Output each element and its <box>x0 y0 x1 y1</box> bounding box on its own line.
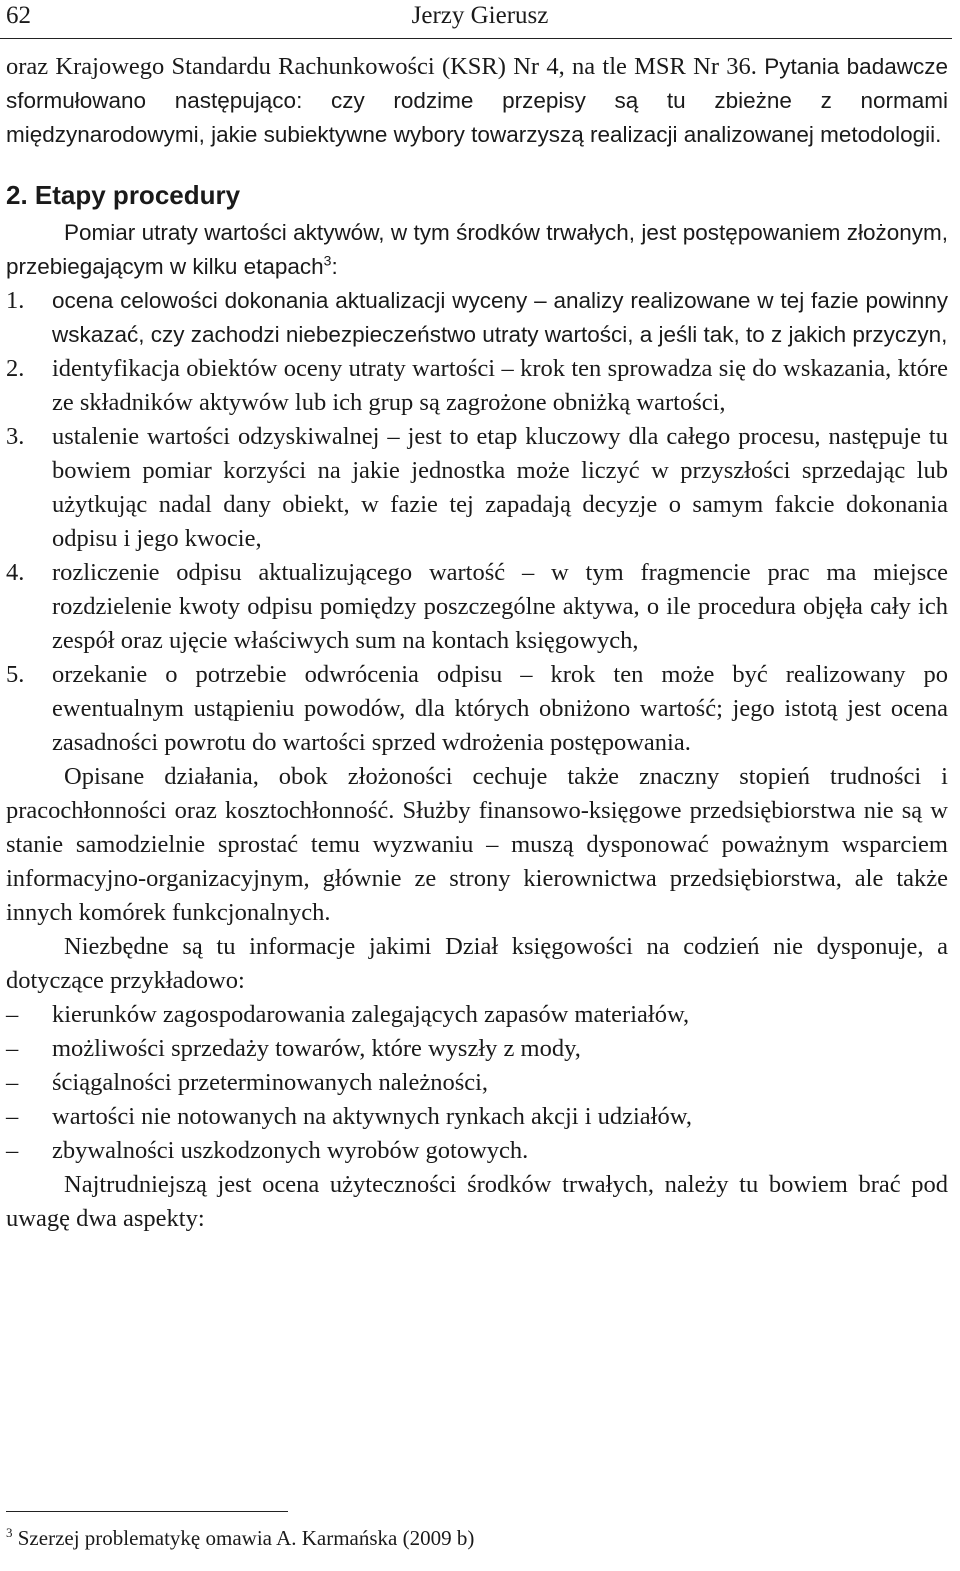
bullet-item <box>6 1066 948 1100</box>
procedure-step <box>6 284 948 352</box>
paragraph-usefulness: Najtrudniejszą jest ocena użyteczności środków trwałych, należy tu bowiem brać pod uwagę dwa aspekty: <box>6 1171 948 1232</box>
bullet-item <box>6 1134 948 1168</box>
dash-marker: – <box>6 1069 19 1096</box>
bullet-item <box>6 998 948 1032</box>
section-lead-paragraph <box>6 216 948 284</box>
running-header <box>0 0 952 39</box>
footnote-separator <box>6 1511 288 1512</box>
step-text: ocena celowości dokonania aktualizacji wyceny – analizy realizowane w tej fazie powinny wskazać, czy zachodzi niebezpieczeństwo utraty wartości, a jeśli tak, to z jakich przyczyn, <box>52 288 948 347</box>
dash-marker: – <box>6 1137 19 1164</box>
running-head-author: Jerzy Gierusz <box>411 2 549 29</box>
step-number: 4. <box>6 559 25 586</box>
dash-marker: – <box>6 1103 19 1130</box>
step-number: 5. <box>6 661 25 688</box>
footnote <box>6 1524 474 1552</box>
dash-marker: – <box>6 1001 19 1028</box>
page-number: 62 <box>6 2 31 29</box>
bullet-text: kierunków zagospodarowania zalegających zapasów materiałów, <box>52 1001 690 1028</box>
step-number: 2. <box>6 355 25 382</box>
intro-paragraph <box>6 50 948 152</box>
step-number: 3. <box>6 423 25 450</box>
paragraph-complexity: Opisane działania, obok złożoności cechuje także znaczny stopień trudności i pracochłonności oraz kosztochłonność. Służby finansowo-księgowe przedsiębiorstwa nie są w stanie samodzielnie sprostać temu wyzwaniu – muszą dysponować poważnym wsparciem informacyjno-organizacyjnym, głównie ze strony kierownictwa przedsiębiorstwa, ale także innych komórek funkcjonalnych. <box>6 763 948 926</box>
information-bullet-list <box>6 998 948 1168</box>
intro-part-2: Pytania badawcze sformułowano następująco: czy rodzime przepisy są tu zbieżne z normami międzynarodowymi, jakie subiektywne wybory towarzyszą realizacji analizowanej metodologii. <box>6 54 948 147</box>
dash-marker: – <box>6 1035 19 1062</box>
page-body <box>6 50 948 1236</box>
intro-part-1: oraz Krajowego Standardu Rachunkowości (KSR) Nr 4, na tle MSR Nr 36. <box>6 53 765 80</box>
bullet-text: zbywalności uszkodzonych wyrobów gotowych. <box>52 1137 529 1164</box>
step-number: 1. <box>6 287 25 314</box>
footnote-reference[interactable]: 3 <box>323 252 332 269</box>
footnote-number: 3 <box>6 1525 13 1540</box>
section-heading: 2. Etapy procedury <box>6 180 241 210</box>
step-text: identyfikacja obiektów oceny utraty wartości – krok ten sprowadza się do wskazania, które ze składników aktywów lub ich grup są zagrożone obniżką wartości, <box>52 355 948 416</box>
bullet-text: możliwości sprzedaży towarów, które wyszły z mody, <box>52 1035 581 1062</box>
step-text: ustalenie wartości odzyskiwalnej – jest to etap kluczowy dla całego procesu, następuje tu bowiem pomiar korzyści na jakie jednostka może liczyć w przyszłości sprzedając lub użytkując nadal dany obiekt, w fazie tej zapadają decyzje o samym fakcie dokonania odpisu i jego kwocie, <box>52 423 948 552</box>
section-lead-end: : <box>331 254 338 279</box>
procedure-step <box>6 556 948 658</box>
section-lead-text: Pomiar utraty wartości aktywów, w tym środków trwałych, jest postępowaniem złożonym, przebiegającym w kilku etapach <box>6 220 948 279</box>
bullet-item <box>6 1100 948 1134</box>
bullet-item <box>6 1032 948 1066</box>
procedure-step <box>6 420 948 556</box>
procedure-step <box>6 352 948 420</box>
bullet-text: ściągalności przeterminowanych należności, <box>52 1069 489 1096</box>
footnote-text: Szerzej problematykę omawia A. Karmańska (2009 b) <box>17 1526 475 1550</box>
step-text: rozliczenie odpisu aktualizującego wartość – w tym fragmencie prac ma miejsce rozdzielenie kwoty odpisu pomiędzy poszczególne aktywa, o ile procedura objęła cały ich zespół oraz ujęcie właściwych sum na kontach księgowych, <box>52 559 948 654</box>
paragraph-information-needs: Niezbędne są tu informacje jakimi Dział księgowości na codzień nie dysponuje, a dotyczące przykładowo: <box>6 933 948 994</box>
step-text: orzekanie o potrzebie odwrócenia odpisu – krok ten może być realizowany po ewentualnym ustąpieniu powodów, dla których obniżono wartość; jego istotą jest ocena zasadności powrotu do wartości sprzed wdrożenia postępowania. <box>52 661 948 756</box>
procedure-step <box>6 658 948 760</box>
bullet-text: wartości nie notowanych na aktywnych rynkach akcji i udziałów, <box>52 1103 692 1130</box>
procedure-steps-list <box>6 284 948 760</box>
